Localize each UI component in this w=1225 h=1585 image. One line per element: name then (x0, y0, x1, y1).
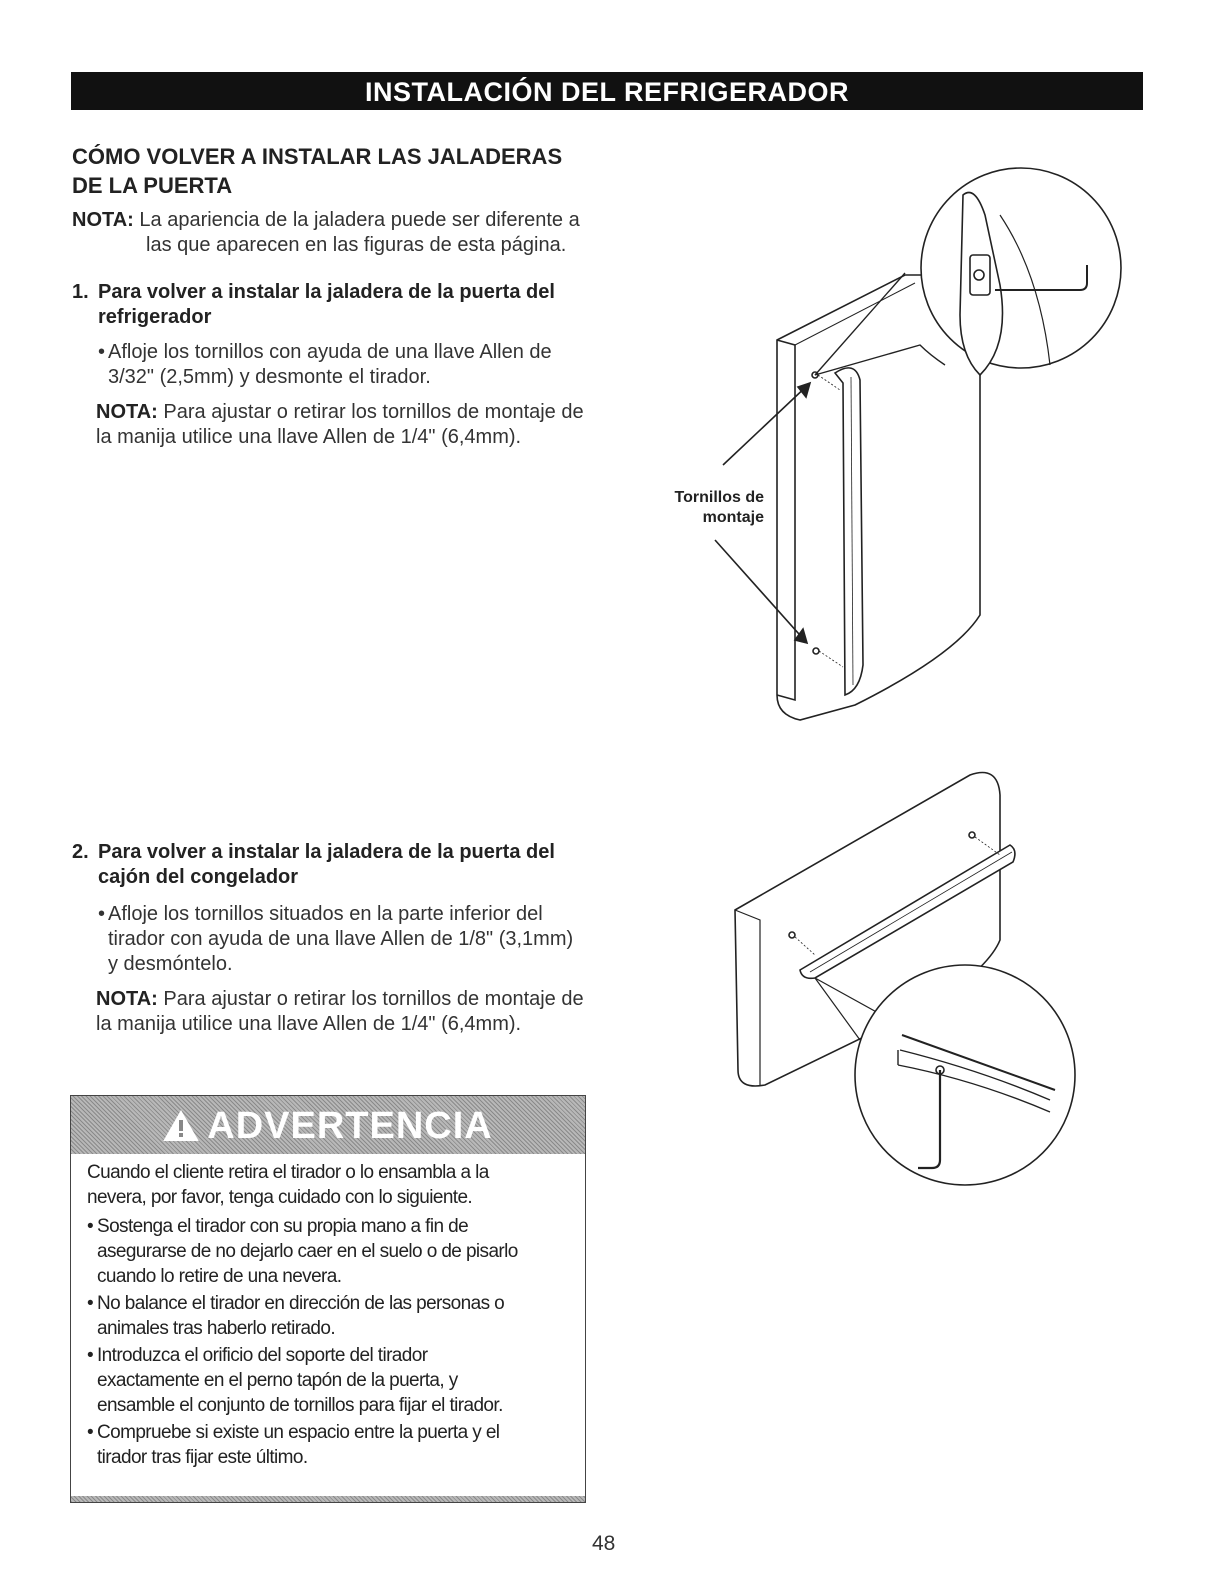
step2-note-line1: Para ajustar o retirar los tornillos de montaje de (163, 988, 584, 1010)
step2-title-line1: Para volver a instalar la jaladera de la puerta del (98, 841, 555, 863)
step1-note (96, 400, 656, 450)
step1-bullet-line2: 3/32" (2,5mm) y desmonte el tirador. (108, 366, 431, 388)
step2-bullet (98, 902, 638, 977)
step1-bullet-line1: Afloje los tornillos con ayuda de una llave Allen de (108, 341, 552, 363)
figure-refrigerator-door-handle (655, 155, 1135, 725)
warning-item-4-line2: tirador tras fijar este último. (97, 1447, 308, 1468)
warning-item-1-line3: cuando lo retire de una nevera. (97, 1266, 342, 1287)
warning-item-2-line1: No balance el tirador en dirección de las personas o (97, 1293, 505, 1314)
warning-item-1 (87, 1214, 571, 1289)
step1-title (72, 280, 632, 330)
warning-item-4 (87, 1420, 571, 1470)
step2-title (72, 840, 632, 890)
section-title-line1: CÓMO VOLVER A INSTALAR LAS JALADERAS (72, 144, 563, 169)
warning-intro-line2: nevera, por favor, tenga cuidado con lo siguiente. (87, 1187, 473, 1208)
bullet-dot: • (87, 1216, 94, 1237)
step2-note-label: NOTA: (96, 988, 158, 1010)
bullet-dot: • (98, 903, 106, 925)
step2-bullet-line2: tirador con ayuda de una llave Allen de 1/8" (3,1mm) (108, 928, 574, 950)
warning-item-1-line2: asegurarse de no dejarlo caer en el suelo o de pisarlo (97, 1241, 518, 1262)
figure1-label-line1: Tornillos de (674, 489, 764, 506)
warning-item-1-line1: Sostenga el tirador con su propia mano a fin de (97, 1216, 469, 1237)
note-line1: La apariencia de la jaladera puede ser diferente a (139, 209, 580, 231)
note-line2: las que aparecen en las figuras de esta página. (146, 234, 567, 256)
warning-body (87, 1160, 571, 1472)
step2-note (96, 987, 656, 1037)
warning-header-inner (163, 1104, 492, 1148)
step1-note-label: NOTA: (96, 401, 158, 423)
step1-bullet (98, 340, 638, 390)
warning-header (71, 1096, 585, 1154)
warning-intro-line1: Cuando el cliente retira el tirador o lo ensambla a la (87, 1162, 489, 1183)
bullet-dot: • (87, 1293, 94, 1314)
warning-item-2 (87, 1291, 571, 1341)
page-number: 48 (592, 1532, 616, 1555)
warning-bottom-band (71, 1496, 585, 1502)
step1-title-line2: refrigerador (98, 306, 212, 328)
step1-note-line2: la manija utilice una llave Allen de 1/4" (6,4mm). (96, 426, 522, 448)
warning-item-3 (87, 1343, 571, 1418)
warning-title: ADVERTENCIA (207, 1105, 493, 1147)
warning-item-3-line3: ensamble el conjunto de tornillos para fijar el tirador. (97, 1395, 503, 1416)
step1-note-line1: Para ajustar o retirar los tornillos de montaje de (163, 401, 584, 423)
figure1-label-mounting-screws (658, 488, 764, 528)
bullet-dot: • (98, 341, 106, 363)
step1-title-line1: Para volver a instalar la jaladera de la puerta del (98, 281, 555, 303)
figure-freezer-drawer-handle (720, 740, 1085, 1190)
section-title-line2: DE LA PUERTA (72, 173, 233, 198)
note-label: NOTA: (72, 209, 134, 231)
bullet-dot: • (87, 1345, 94, 1366)
figure1-label-line2: montaje (702, 509, 764, 526)
step1-number: 1. (72, 281, 89, 303)
step2-bullet-line3: y desmóntelo. (108, 953, 233, 975)
warning-intro (87, 1160, 571, 1210)
step2-bullet-line1: Afloje los tornillos situados en la parte inferior del (108, 903, 543, 925)
warning-item-3-line2: exactamente en el perno tapón de la puerta, y (97, 1370, 458, 1391)
step2-number: 2. (72, 841, 89, 863)
page-header-title: INSTALACIÓN DEL REFRIGERADOR (364, 77, 849, 107)
step2-note-line2: la manija utilice una llave Allen de 1/4" (6,4mm). (96, 1013, 522, 1035)
note-appearance (72, 208, 652, 258)
section-title (72, 142, 632, 200)
warning-item-2-line2: animales tras haberlo retirado. (97, 1318, 336, 1339)
warning-item-3-line1: Introduzca el orificio del soporte del tirador (97, 1345, 428, 1366)
page-header-bar (71, 72, 1143, 110)
bullet-dot: • (87, 1422, 94, 1443)
step2-title-line2: cajón del congelador (98, 866, 299, 888)
warning-box (70, 1095, 586, 1503)
warning-item-4-line1: Compruebe si existe un espacio entre la puerta y el (97, 1422, 500, 1443)
warning-triangle-icon (163, 1110, 199, 1142)
